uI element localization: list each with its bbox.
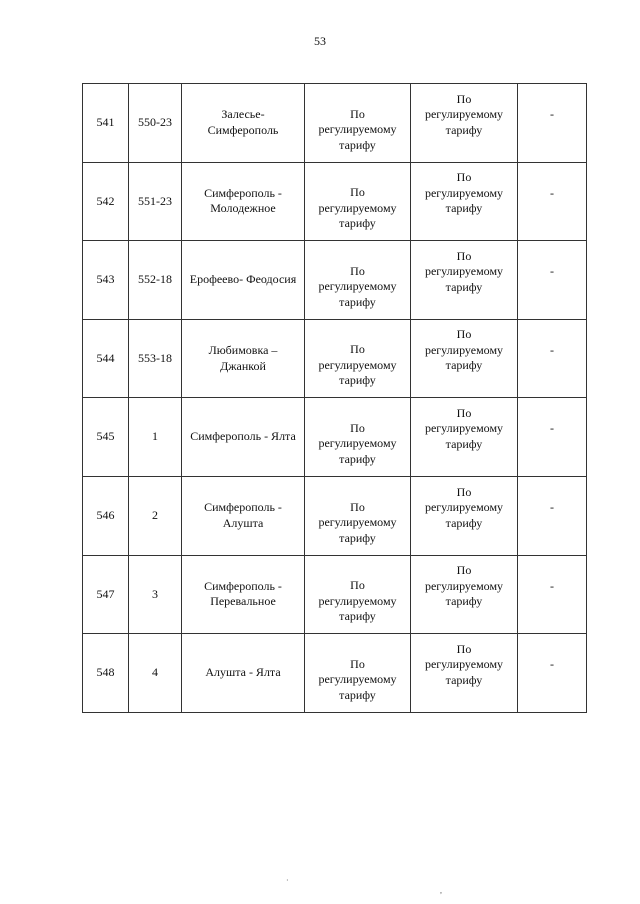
tariff-text: По регулируемому тарифу [318, 263, 397, 309]
tariff-cell [305, 398, 411, 477]
extra-cell [518, 162, 587, 241]
route-number-cell [129, 241, 182, 320]
extra-cell [518, 398, 587, 477]
route-number: 2 [152, 508, 158, 523]
tariff-text: По регулируемому тарифу [318, 420, 397, 466]
route-number: 3 [152, 586, 158, 601]
route-number: 552-18 [138, 272, 172, 287]
tariff-text: По регулируемому тарифу [424, 641, 504, 687]
route-name: Симферополь - Алушта [204, 500, 282, 530]
route-number-cell [129, 162, 182, 241]
route-name: Симферополь - Перевальное [204, 578, 282, 609]
tariff-text: По регулируемому тарифу [318, 342, 397, 388]
extra-cell [518, 241, 587, 320]
route-name-cell [182, 398, 305, 477]
extra-cell [518, 555, 587, 634]
route-name-cell [182, 634, 305, 713]
row-number-cell [83, 555, 129, 634]
route-number-cell [129, 319, 182, 398]
row-number-cell [83, 319, 129, 398]
tariff-cell [305, 319, 411, 398]
row-number: 546 [96, 508, 115, 523]
route-name: Залесье- Симферополь [207, 107, 279, 137]
table-row [83, 555, 587, 634]
route-name-cell [182, 319, 305, 398]
tariff-text: По регулируемому тарифу [318, 106, 397, 152]
extra-value: - [550, 342, 554, 357]
route-name: Симферополь - Молодежное [204, 185, 282, 216]
tariff-cell [305, 241, 411, 320]
row-number-cell [83, 162, 129, 241]
route-name: Ерофеево- Феодосия [189, 272, 297, 287]
extra-cell [518, 319, 587, 398]
extra-value: - [550, 578, 554, 593]
tariff-text: По регулируемому тарифу [424, 563, 504, 609]
route-name-cell [182, 84, 305, 163]
tariff-text: По регулируемому тарифу [424, 170, 504, 216]
tariff-cell [411, 555, 518, 634]
tariff-text: По регулируемому тарифу [424, 327, 504, 373]
tariff-text: По регулируемому тарифу [318, 656, 397, 702]
route-number-cell [129, 555, 182, 634]
tariff-text: По регулируемому тарифу [318, 499, 397, 545]
row-number: 548 [96, 665, 115, 680]
route-number: 4 [152, 665, 158, 680]
tariff-text: По регулируемому тарифу [318, 185, 397, 231]
routes-table-body [83, 84, 587, 713]
tariff-cell [305, 476, 411, 555]
tariff-text: По регулируемому тарифу [424, 91, 504, 137]
route-number-cell [129, 398, 182, 477]
tariff-cell [411, 241, 518, 320]
row-number: 547 [96, 586, 115, 601]
route-name: Симферополь - Ялта [190, 429, 296, 444]
tariff-cell [411, 319, 518, 398]
route-number: 550-23 [138, 115, 172, 130]
tariff-text: По регулируемому тарифу [318, 578, 397, 624]
route-number-cell [129, 476, 182, 555]
route-name-cell [182, 241, 305, 320]
row-number: 541 [96, 115, 115, 130]
route-name-cell [182, 162, 305, 241]
table-row [83, 476, 587, 555]
tariff-cell [305, 634, 411, 713]
route-name: Любимовка – Джанкой [208, 343, 278, 373]
extra-value: - [550, 657, 554, 672]
tariff-cell [305, 84, 411, 163]
row-number: 543 [96, 272, 115, 287]
row-number: 544 [96, 350, 115, 365]
route-number: 1 [152, 429, 158, 444]
tariff-text: По регулируемому тарифу [424, 405, 504, 451]
row-number: 545 [96, 429, 115, 444]
route-number: 551-23 [138, 193, 172, 208]
tariff-cell [411, 162, 518, 241]
tariff-cell [305, 555, 411, 634]
route-number: 553-18 [138, 350, 172, 365]
tariff-text: По регулируемому тарифу [424, 484, 504, 530]
row-number-cell [83, 476, 129, 555]
row-number-cell [83, 398, 129, 477]
scan-speck: · [286, 876, 289, 885]
route-number-cell [129, 84, 182, 163]
tariff-cell [305, 162, 411, 241]
route-name: Алушта - Ялта [205, 665, 281, 680]
extra-value: - [550, 500, 554, 515]
extra-cell [518, 634, 587, 713]
routes-table [82, 83, 587, 713]
extra-value: - [550, 107, 554, 122]
extra-cell [518, 84, 587, 163]
extra-value: - [550, 421, 554, 436]
table-row [83, 162, 587, 241]
tariff-cell [411, 634, 518, 713]
extra-cell [518, 476, 587, 555]
tariff-text: По регулируемому тарифу [424, 248, 504, 294]
tariff-cell [411, 476, 518, 555]
extra-value: - [550, 264, 554, 279]
scan-speck: , [440, 886, 442, 895]
row-number-cell [83, 634, 129, 713]
route-name-cell [182, 555, 305, 634]
table-row [83, 398, 587, 477]
row-number-cell [83, 241, 129, 320]
extra-value: - [550, 185, 554, 200]
tariff-cell [411, 398, 518, 477]
route-name-cell [182, 476, 305, 555]
row-number-cell [83, 84, 129, 163]
route-number-cell [129, 634, 182, 713]
table-row [83, 84, 587, 163]
row-number: 542 [96, 193, 115, 208]
table-row [83, 241, 587, 320]
table-row [83, 319, 587, 398]
table-row [83, 634, 587, 713]
page-number: 53 [314, 34, 326, 48]
tariff-cell [411, 84, 518, 163]
